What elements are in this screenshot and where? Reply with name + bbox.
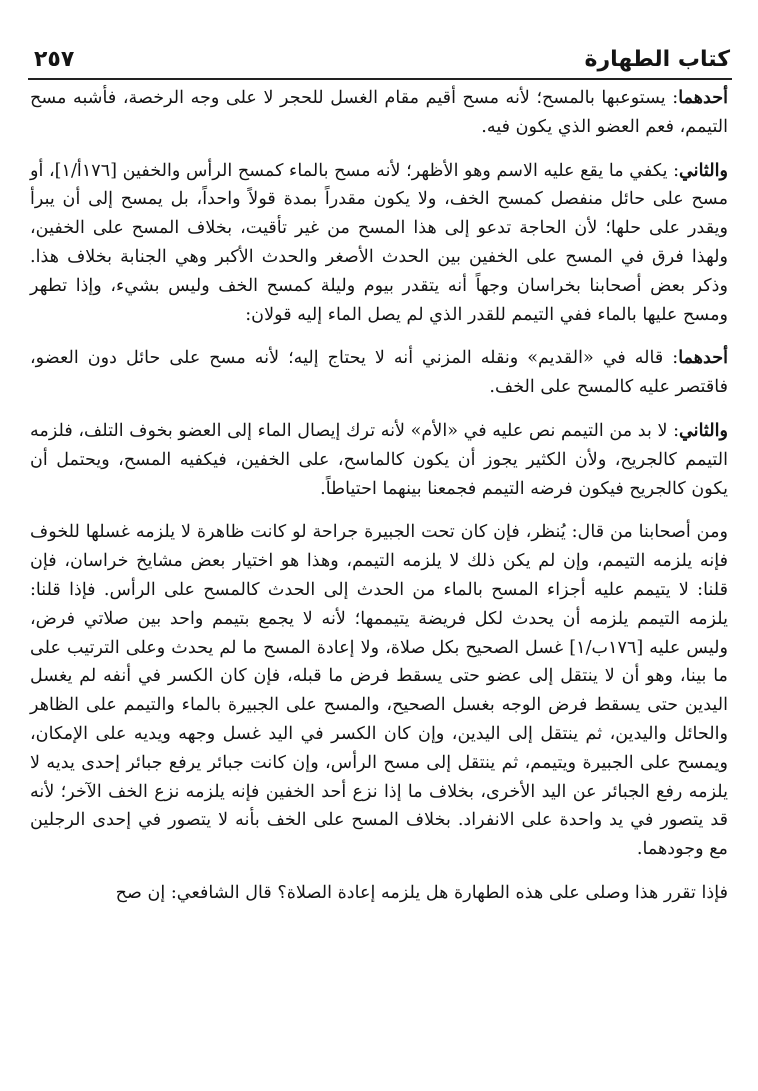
paragraph-lead: أحدهما: [678, 87, 728, 108]
paragraph-text: : يكفي ما يقع عليه الاسم وهو الأظهر؛ لأنه مسح بالماء كمسح الرأس والخفين [١٧٦أ/١]، أو مسح على حائل منفصل كمسح الخف، ولا يكون مقدراً بمدة قولاً واحداً، بل يمسح إلى أن يبرأ ويقدر على حلها؛ لأن الحاجة تدعو إلى هذا المسح من غير تأقيت، بخلاف المسح على الخفين، ولهذا فرق في المسح على الخفين بين الحدث الأصغر والحدث الأكبر وهي الجنابة بخلاف هذا. وذكر بعض أصحابنا بخراسان وجهاً أنه يتقدر بيوم وليلة كمسح الخف وليس بشيء، وإذا تطهر ومسح عليها بالماء ففي التيمم للقدر الذي لم يصل الماء إليه قولان:: [30, 160, 728, 325]
paragraph-text: فإذا تقرر هذا وصلى على هذه الطهارة هل يلزمه إعادة الصلاة؟ قال الشافعي: إن صح: [115, 882, 728, 903]
paragraph-text: : لا بد من التيمم نص عليه في «الأم» لأنه ترك إيصال الماء إلى العضو بخوف التلف، فلزمه التيمم كالجريح، ولأن الكثير يجوز أن يكون كالماسح، على الخفين، فيكفيه المسح، ويحتمل أن يكون كالجريح فيكون فرضه التيمم فجمعنا بينهما احتياطاً.: [29, 420, 728, 499]
paragraph-second-saying: [30, 417, 728, 503]
page-body: [30, 84, 728, 923]
chapter-title: كتاب الطهارة: [584, 47, 730, 72]
paragraph-lead: والثاني: [679, 159, 728, 181]
paragraph-lead: والثاني: [679, 419, 728, 441]
paragraph-text: : قاله في «القديم» ونقله المزني أنه لا يحتاج إليه؛ لأنه مسح على حائل دون العضو، فاقتصر عليه كالمسح على الخف.: [30, 348, 728, 398]
paragraph-second-opinion: [30, 157, 728, 330]
paragraph-lead: أحدهما: [678, 347, 728, 369]
paragraph-first-opinion: [30, 84, 728, 142]
paragraph-text: ومن أصحابنا من قال: يُنظر، فإن كان تحت الجبيرة جراحة لو كانت ظاهرة لا يلزمه غسلها للخوف فإنه يلزمه التيمم، وإن لم يكن ذلك لا يلزمه التيمم، وهذا هو اختيار بعض مشايخ خراسان، فإن قلنا: لا يتيمم عليه أجزاء المسح بالماء من الحدث إلى الحدث كالمسح على الرأس. فإذا قلنا: يلزمه التيمم يلزمه أن يحدث لكل فريضة يتيممها؛ لأنه لا يجمع بتيمم واحد بين صلاتي فرض، وليس عليه [١٧٦ب/١] غسل الصحيح بكل صلاة، ولا إعادة المسح ما لم يحدث وعلى الترتيب على ما بينا، وهو أن لا ينتقل إلى عضو حتى يسقط فرض ما قبله، فإن كان الكسر في أنفه لم يغسل اليدين حتى يسقط فرض الوجه بغسل الصحيح، والمسح على الجبيرة بالماء والتيمم على الظاهر والحائل واليدين، ثم ينتقل إلى اليدين، وإن كان الكسر في اليد غسل وجهه ويديه على الإمكان، ويمسح على الجبيرة ويتيمم، ثم ينتقل إلى مسح الرأس، وإن كانت جبائر يرفع جبائر إحدى يديه لا يلزمه رفع الجبائر عن اليد الأخرى، بخلاف ما إذا نزع أحد الخفين فإنه يلزمه نزع الخف الآخر؛ لأنه قد يتصور في يد واحدة على الانفراد. بخلاف المسح على الخف بأنه لا يتصور في إحدى الرجلين مع وجودهما.: [30, 522, 728, 860]
page-number: ٢٥٧: [34, 47, 75, 72]
header-divider: [28, 78, 732, 80]
paragraph-first-saying: [30, 344, 728, 402]
paragraph-text: : يستوعبها بالمسح؛ لأنه مسح أقيم مقام الغسل للحجر لا على وجه الرخصة، فأشبه مسح التيمم، فعم العضو الذي يكون فيه.: [30, 88, 728, 137]
paragraph-prayer-question: [30, 879, 728, 908]
page-header: [28, 40, 732, 76]
paragraph-companions-view: [30, 518, 728, 864]
